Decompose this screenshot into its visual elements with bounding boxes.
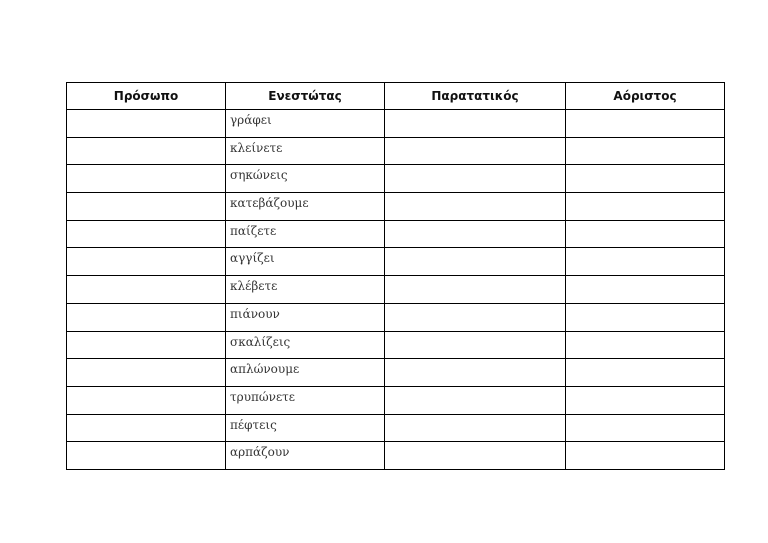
cell-present: παίζετε [226, 220, 385, 248]
table-row [67, 276, 725, 304]
cell-aorist[interactable] [566, 248, 725, 276]
cell-present: απλώνουμε [226, 359, 385, 387]
cell-person[interactable] [67, 442, 226, 470]
cell-person[interactable] [67, 303, 226, 331]
cell-aorist[interactable] [566, 220, 725, 248]
cell-person[interactable] [67, 331, 226, 359]
cell-person[interactable] [67, 414, 226, 442]
header-aorist: Αόριστος [566, 83, 725, 110]
cell-aorist[interactable] [566, 386, 725, 414]
table-row [67, 331, 725, 359]
cell-person[interactable] [67, 359, 226, 387]
cell-aorist[interactable] [566, 276, 725, 304]
table-row [67, 386, 725, 414]
header-person: Πρόσωπο [67, 83, 226, 110]
cell-present: αγγίζει [226, 248, 385, 276]
cell-aorist[interactable] [566, 165, 725, 193]
cell-imperfect[interactable] [385, 165, 566, 193]
cell-imperfect[interactable] [385, 303, 566, 331]
cell-imperfect[interactable] [385, 193, 566, 221]
cell-aorist[interactable] [566, 110, 725, 138]
header-imperfect: Παρατατικός [385, 83, 566, 110]
cell-imperfect[interactable] [385, 276, 566, 304]
cell-imperfect[interactable] [385, 248, 566, 276]
cell-aorist[interactable] [566, 193, 725, 221]
cell-present: κλείνετε [226, 137, 385, 165]
cell-person[interactable] [67, 137, 226, 165]
cell-person[interactable] [67, 276, 226, 304]
table-body [67, 110, 725, 470]
table-header-row [67, 83, 725, 110]
cell-imperfect[interactable] [385, 359, 566, 387]
table-row [67, 248, 725, 276]
cell-imperfect[interactable] [385, 414, 566, 442]
cell-imperfect[interactable] [385, 137, 566, 165]
cell-person[interactable] [67, 386, 226, 414]
cell-person[interactable] [67, 248, 226, 276]
cell-present: πέφτεις [226, 414, 385, 442]
cell-present: σηκώνεις [226, 165, 385, 193]
cell-aorist[interactable] [566, 414, 725, 442]
cell-imperfect[interactable] [385, 386, 566, 414]
cell-imperfect[interactable] [385, 110, 566, 138]
cell-aorist[interactable] [566, 137, 725, 165]
cell-imperfect[interactable] [385, 442, 566, 470]
table-row [67, 165, 725, 193]
table-row [67, 220, 725, 248]
table-row [67, 359, 725, 387]
cell-aorist[interactable] [566, 442, 725, 470]
cell-present: σκαλίζεις [226, 331, 385, 359]
cell-imperfect[interactable] [385, 331, 566, 359]
cell-present: κατεβάζουμε [226, 193, 385, 221]
header-present: Ενεστώτας [226, 83, 385, 110]
cell-imperfect[interactable] [385, 220, 566, 248]
table-row [67, 303, 725, 331]
cell-present: τρυπώνετε [226, 386, 385, 414]
cell-aorist[interactable] [566, 331, 725, 359]
table-row [67, 137, 725, 165]
table-row [67, 110, 725, 138]
cell-person[interactable] [67, 110, 226, 138]
cell-aorist[interactable] [566, 359, 725, 387]
verb-conjugation-table [66, 82, 725, 470]
cell-person[interactable] [67, 220, 226, 248]
table-row [67, 442, 725, 470]
cell-aorist[interactable] [566, 303, 725, 331]
cell-present: γράφει [226, 110, 385, 138]
cell-person[interactable] [67, 165, 226, 193]
cell-person[interactable] [67, 193, 226, 221]
table-row [67, 414, 725, 442]
cell-present: αρπάζουν [226, 442, 385, 470]
cell-present: κλέβετε [226, 276, 385, 304]
table-row [67, 193, 725, 221]
cell-present: πιάνουν [226, 303, 385, 331]
